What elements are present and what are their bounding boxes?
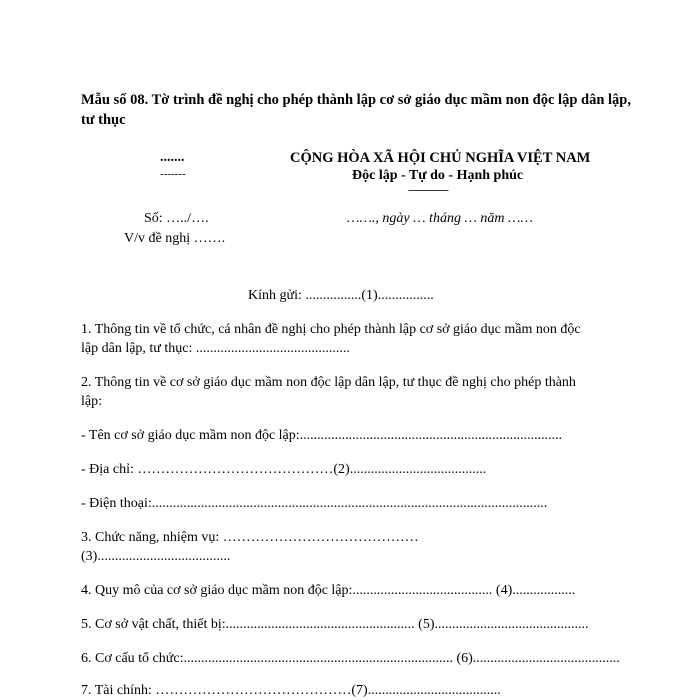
section-3-line-2: (3)...................................... <box>81 549 231 564</box>
document-number: Số: …../…. <box>144 211 209 226</box>
section-6-line: 6. Cơ cấu tổ chức:............................................................................. (6).......................................... <box>81 651 620 666</box>
motto-underline: --------------- <box>408 184 448 196</box>
section-1-line-2: lập dân lập, tư thục: ............................................ <box>81 341 350 356</box>
issuing-org-underline: ------- <box>160 168 186 180</box>
address-field: - Địa chỉ: ……………………………………(2)....................................... <box>81 462 487 477</box>
section-5-line: 5. Cơ sở vật chất, thiết bị:...................................................... (5)............................................ <box>81 617 589 632</box>
section-4-line: 4. Quy mô của cơ sở giáo dục mầm non độc lập:........................................ (4).................. <box>81 583 576 598</box>
place-date-line: ……., ngày … tháng … năm …… <box>347 211 533 226</box>
section-7-line: 7. Tài chính: ……………………………………(7)...................................... <box>81 683 501 698</box>
phone-field: - Điện thoại:................................................................................................................. <box>81 496 548 511</box>
facility-name-field: - Tên cơ sở giáo dục mầm non độc lập:........................................................................... <box>81 428 563 443</box>
national-title: CỘNG HÒA XÃ HỘI CHỦ NGHĨA VIỆT NAM <box>290 150 591 166</box>
section-2-line-1: 2. Thông tin về cơ sở giáo dục mầm non độc lập dân lập, tư thục đề nghị cho phép thành <box>81 375 576 390</box>
issuing-org-placeholder: ....... <box>160 150 185 165</box>
section-1-line-1: 1. Thông tin về tổ chức, cá nhân đề nghị cho phép thành lập cơ sở giáo dục mầm non độc <box>81 322 581 337</box>
document-subject: V/v đề nghị ……. <box>124 231 226 246</box>
section-3-line-1: 3. Chức năng, nhiệm vụ: …………………………………… <box>81 530 419 545</box>
section-2-line-2: lập: <box>81 394 102 409</box>
recipient-line: Kính gửi: ................(1)................ <box>248 288 434 303</box>
form-title: Mẫu số 08. Tờ trình đề nghị cho phép thành lập cơ sở giáo dục mầm non độc lập dân lập, tư thục <box>81 92 631 128</box>
national-motto: Độc lập - Tự do - Hạnh phúc <box>352 168 524 183</box>
